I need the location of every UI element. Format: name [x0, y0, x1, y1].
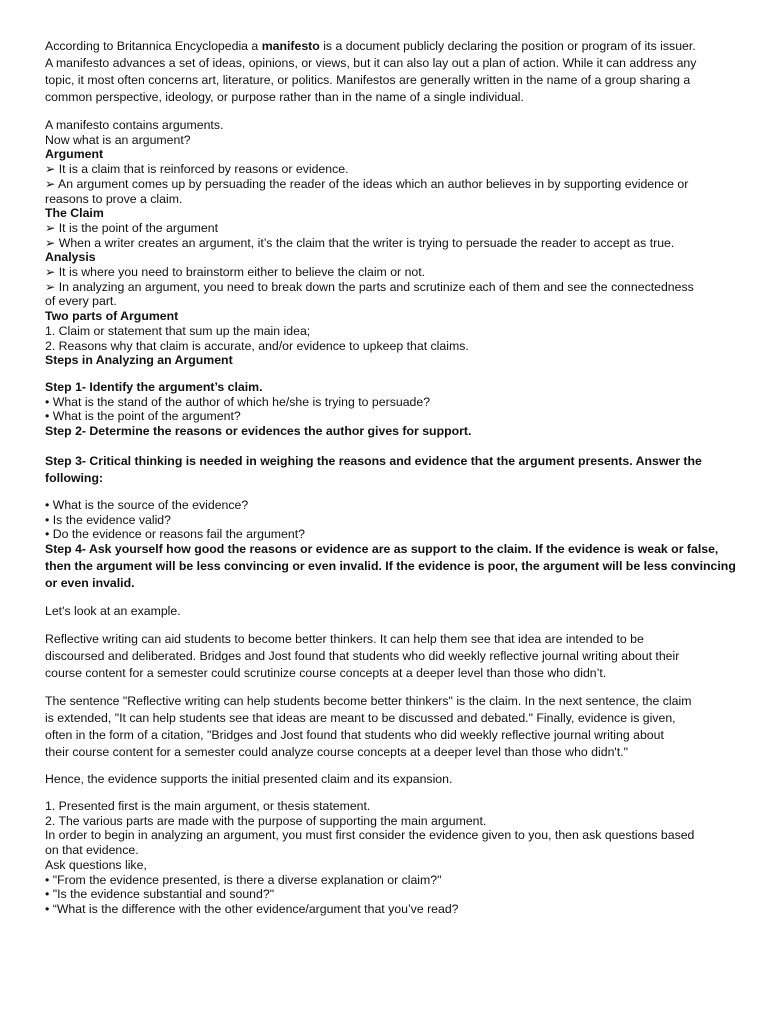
- bullet-line: • “What is the difference with the other evidence/argument that you’ve read?: [45, 901, 459, 916]
- list-item: 1. Claim or statement that sum up the main idea;: [45, 323, 311, 338]
- list-item: 2. Reasons why that claim is accurate, and/or evidence to upkeep that claims.: [45, 338, 469, 353]
- arguments-section: [45, 118, 725, 368]
- bullet-line: • What is the stand of the author of which he/she is trying to persuade?: [45, 394, 431, 409]
- section-line: Now what is an argument?: [45, 132, 191, 147]
- bullet-line: of every part.: [45, 294, 117, 309]
- analysis-paragraph: The sentence "Reflective writing can help students become better thinkers" is the claim. In the next sentence, the claim is extended, "It can help students see that ideas are meant to be discussed and debated." Finally, evidence is given, often in the form of a citation, "Bridges and Jost found that students who did weekly reflective journal writing about their course content for a semester could analyze course concepts at a deeper level than those who didn't.": [45, 694, 692, 759]
- intro-line: common perspective, ideology, or purpose rather than in the name of a single individual.: [45, 90, 524, 104]
- step4-heading: Step 4- Ask yourself how good the reasons or evidence are as support to the claim. If the evidence is weak or false, then the argument will be less convincing or even invalid. If the evidence is poor, the argument will be less convincing or even invalid.: [45, 542, 736, 590]
- section-line: In order to begin in analyzing an argument, you must first consider the evidence given to you, then ask questions based: [45, 828, 695, 843]
- list-item: 1. Presented first is the main argument, or thesis statement.: [45, 799, 371, 813]
- bullet-line: ➢ It is where you need to brainstorm either to believe the claim or not.: [45, 265, 426, 280]
- heading-analysis: Analysis: [45, 250, 96, 265]
- bullet-line: • What is the point of the argument?: [45, 409, 241, 424]
- example-intro: Let's look at an example.: [45, 604, 181, 618]
- step1-section: [45, 380, 725, 439]
- example-paragraph: Reflective writing can aid students to become better thinkers. It can help them see that idea are intended to be discoursed and deliberated. Bridges and Jost found that students who did weekly reflective journal writing about their course content for a semester could scrutinize course concepts at a deeper level than those who didn’t.: [45, 632, 680, 680]
- heading-argument: Argument: [45, 147, 104, 162]
- step2-heading: Step 2- Determine the reasons or evidences the author gives for support.: [45, 424, 472, 439]
- section-line: A manifesto contains arguments.: [45, 118, 224, 132]
- bullet-line: • What is the source of the evidence?: [45, 498, 249, 512]
- bullet-line: reasons to prove a claim.: [45, 191, 183, 206]
- step1-heading: Step 1- Identify the argument’s claim.: [45, 380, 263, 394]
- bullet-line: • "Is the evidence substantial and sound?": [45, 887, 275, 902]
- intro-line: According to Britannica Encyclopedia a manifesto is a document publicly declaring the position or program of its issuer.: [45, 39, 696, 53]
- final-section: [45, 799, 725, 917]
- intro-line: topic, it most often concerns art, literature, or politics. Manifestos are generally written in the name of a group sharing a: [45, 73, 691, 87]
- conclusion-paragraph: Hence, the evidence supports the initial presented claim and its expansion.: [45, 772, 453, 786]
- heading-steps: Steps in Analyzing an Argument: [45, 353, 233, 368]
- section-line: Ask questions like,: [45, 857, 147, 872]
- step3-questions: [45, 498, 725, 542]
- bullet-line: ➢ In analyzing an argument, you need to break down the parts and scrutinize each of them and see the connectedness: [45, 279, 694, 294]
- step3-heading: Step 3- Critical thinking is needed in weighing the reasons and evidence that the argument presents. Answer the following:: [45, 454, 702, 485]
- intro-line: A manifesto advances a set of ideas, opinions, or views, but it can also lay out a plan of action. While it can address any: [45, 56, 697, 70]
- list-item: 2. The various parts are made with the purpose of supporting the main argument.: [45, 813, 487, 828]
- heading-the-claim: The Claim: [45, 206, 104, 221]
- bullet-line: • Is the evidence valid?: [45, 512, 171, 527]
- bullet-line: ➢ It is the point of the argument: [45, 220, 218, 235]
- heading-two-parts: Two parts of Argument: [45, 309, 179, 324]
- manifesto-term: manifesto: [261, 39, 320, 53]
- intro-paragraph: [45, 38, 725, 106]
- bullet-line: • "From the evidence presented, is there a diverse explanation or claim?": [45, 872, 442, 887]
- section-line: on that evidence.: [45, 843, 139, 858]
- bullet-line: ➢ An argument comes up by persuading the reader of the ideas which an author believes in by supporting evidence or: [45, 176, 689, 191]
- bullet-line: ➢ It is a claim that is reinforced by reasons or evidence.: [45, 162, 349, 177]
- bullet-line: • Do the evidence or reasons fail the argument?: [45, 527, 305, 542]
- bullet-line: ➢ When a writer creates an argument, it’s the claim that the writer is trying to persuade the reader to accept as true.: [45, 235, 675, 250]
